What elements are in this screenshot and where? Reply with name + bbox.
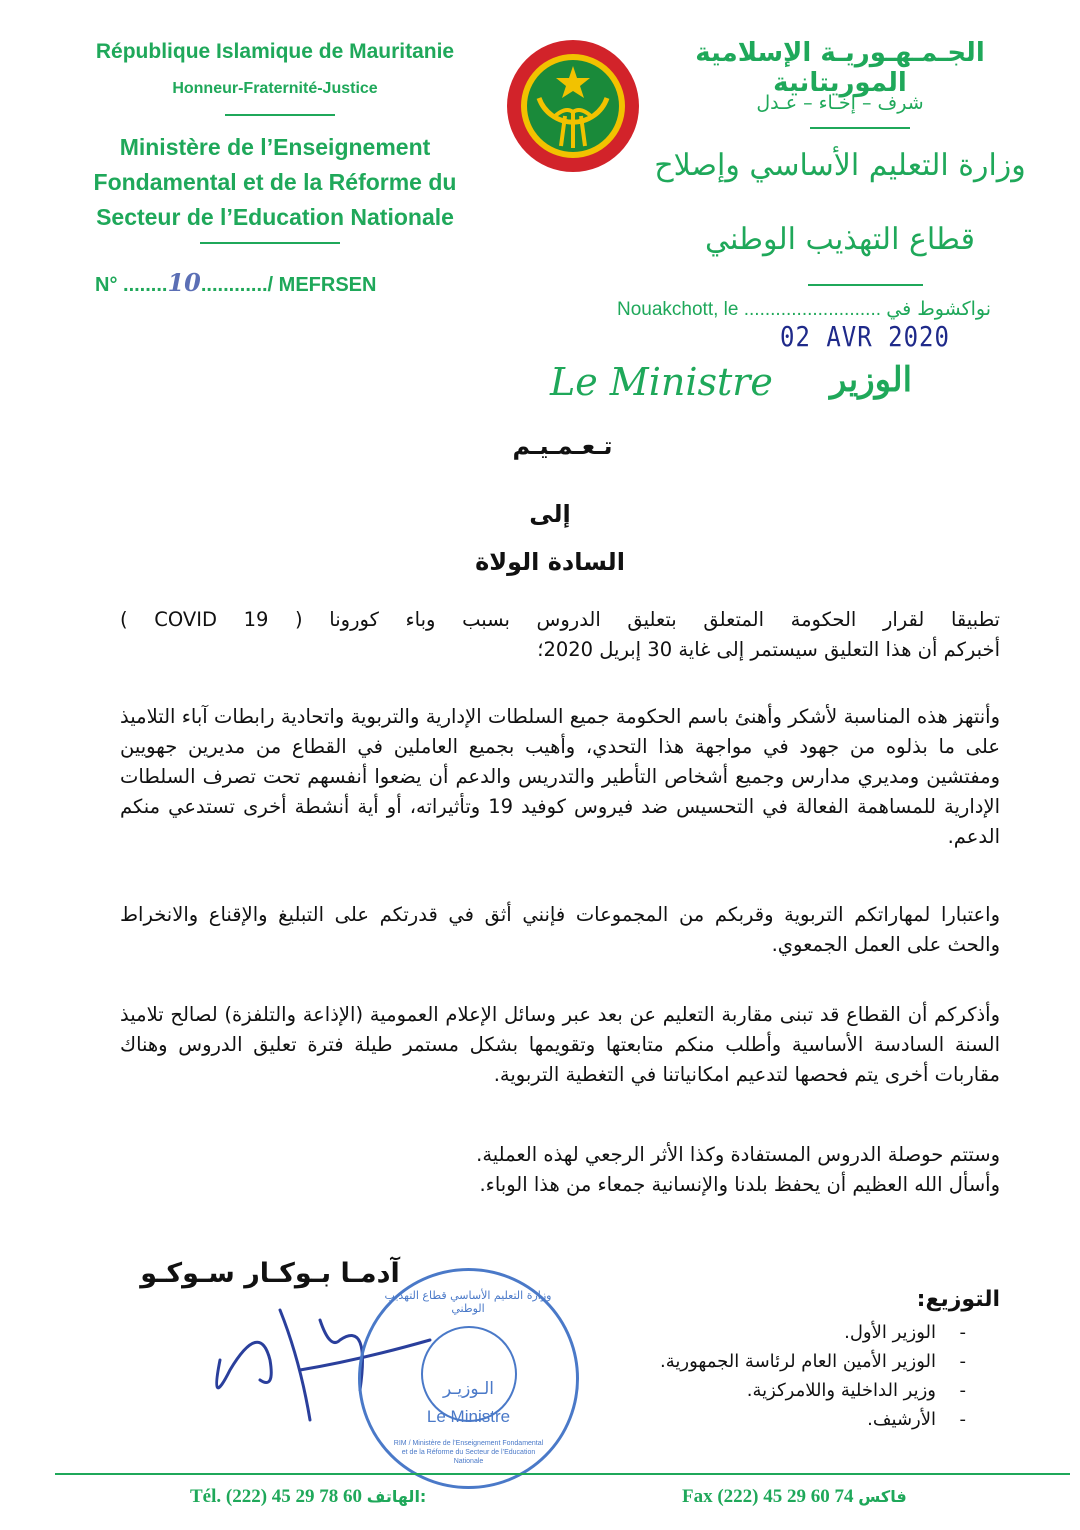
ar-ministry-line2: قطاع التهذيب الوطني — [705, 222, 975, 257]
ar-republic-title: الجـمـهـوريـة الإسلامية الموريتانية — [695, 38, 985, 98]
footer-phone — [190, 1486, 426, 1508]
stamp-title-fr: Le Ministre — [426, 1407, 511, 1426]
ministry-stamp — [358, 1268, 579, 1489]
fr-republic-title: République Islamique de Mauritanie — [95, 40, 455, 63]
footer-fax-label-ar: فاكس — [858, 1487, 907, 1506]
paragraph-1-line-2: أخبركم أن هذا التعليق سيستمر إلى غاية 30 إبريل 2020؛ — [537, 638, 1000, 661]
distribution-item: - وزير الداخلية واللامركزية. — [560, 1376, 936, 1405]
footer-fax-number: Fax (222) 45 29 60 74 — [682, 1486, 854, 1507]
ar-motto: شرف – إخـاء – عـدل — [756, 92, 924, 114]
signatory-name: آدمـا بـوكـار سـوكـو — [140, 1258, 400, 1289]
footer-phone-label-ar: الهاتف: — [366, 1487, 427, 1506]
reference-number-value: 10 — [167, 268, 201, 297]
reference-number — [95, 268, 376, 297]
footer-fax — [682, 1486, 907, 1508]
date-stamp: 02 AVR 2020 — [780, 320, 950, 354]
minister-title-fr: Le Ministre — [550, 360, 773, 404]
letter-recipient: السادة الولاة — [475, 548, 625, 576]
distribution-item: - الأرشيف. — [560, 1405, 936, 1434]
fr-ministry-line3: Secteur de l’Education Nationale — [96, 204, 454, 230]
footer-rule — [55, 1473, 1070, 1475]
paragraph-2: وأنتهز هذه المناسبة لأشكر وأهنئ باسم الحكومة جميع السلطات الإدارية والتربوية واتحادية رابطات آباء التلاميذ على ما بذلوه من جهود في مواجهة هذا التحدي، وأهيب بجميع العاملين في القطاع من مديرين جهويين ومفتشين ومديري مدارس وجميع أشخاص التأطير والتدريس والدعم أن يضعوا أنفسهم تحت تصرف السلطات الإدارية للمساهمة الفعالة في التحسيس ضد فيروس كوفيد 19 وتأثيراته، أو أية أنشطة أخرى تستدعي منكم الدعم. — [120, 705, 1000, 848]
distribution-item: - الوزير الأمين العام لرئاسة الجمهورية. — [560, 1347, 936, 1376]
fr-ministry-rule — [200, 242, 340, 244]
ar-ministry-rule — [808, 284, 923, 286]
distribution-item: - الوزير الأول. — [560, 1318, 936, 1347]
paragraph-4: وأذكركم أن القطاع قد تبنى مقاربة التعليم عن بعد عبر وسائل الإعلام العمومية (الإذاعة والتلفزة) لصالح تلاميذ السنة السادسة الأساسية وأطلب منكم متابعتها وتقويمها بشكل مستمر طيلة فترة تعليق الدروس وهناك مقاربات أخرى يتم فحصها لتدعيم امكانياتنا في التغطية التربوية. — [120, 1003, 1000, 1086]
fr-motto: Honneur-Fraternité-Justice — [172, 80, 378, 97]
emblem-seal-icon — [503, 36, 643, 176]
paragraph-5 — [120, 1140, 1000, 1200]
paragraph-1-line-1: تطبيقا لقرار الحكومة المتعلق بتعليق الدروس بسبب وباء كورونا ( COVID 19 ) — [120, 608, 1000, 631]
paragraph-3: واعتبارا لمهاراتكم التربوية وقربكم من المجموعات فإنني أثق في قدرتكم على التبليغ والإقناع والانخراط والحث على العمل الجمعوي. — [120, 903, 1000, 956]
minister-title-ar: الوزير — [830, 360, 913, 400]
paragraph-5-line-1: وستتم حوصلة الدروس المستفادة وكذا الأثر الرجعي لهذه العملية. — [476, 1143, 1000, 1166]
place-dots: .......................... — [743, 299, 881, 320]
paragraph-5-line-2: وأسأل الله العظيم أن يحفظ بلدنا والإنسانية جمعاء من هذا الوباء. — [479, 1173, 1000, 1196]
distribution-list — [560, 1318, 936, 1434]
reference-number-label: N° — [95, 274, 118, 296]
ar-ministry-line1: وزارة التعليم الأساسي وإصلاح — [654, 148, 1026, 183]
place-fr: Nouakchott, le — [617, 299, 739, 320]
letter-type: تـعـمـيـم — [512, 432, 613, 460]
fr-ministry-line1: Ministère de l’Enseignement — [119, 134, 431, 160]
stamp-title-ar: الـوزيـر — [443, 1379, 494, 1399]
fr-ministry-line2: Fondamental et de la Réforme du — [93, 169, 457, 195]
ar-motto-rule — [810, 127, 910, 129]
fr-motto-rule — [225, 114, 335, 116]
distribution-title: التوزيع: — [916, 1287, 1000, 1312]
paragraph-1 — [120, 605, 1000, 665]
letter-to: إلى — [529, 500, 571, 528]
footer-phone-number: Tél. (222) 45 29 78 60 — [190, 1486, 363, 1507]
place-ar: نواكشوط في — [886, 298, 992, 320]
reference-dots-a: ........ — [123, 274, 168, 296]
national-emblem — [503, 36, 643, 176]
stamp-ring-ar: وزارة التعليم الأساسي قطاع التهذيب الوطني — [384, 1289, 552, 1315]
place-date-line — [617, 298, 1067, 321]
stamp-ring-fr: RIM / Ministère de l’Enseignement Fondamental et de la Réforme du Secteur de l’Education Nationale — [393, 1440, 544, 1465]
reference-dots-b: ............/ MEFRSEN — [200, 274, 377, 296]
